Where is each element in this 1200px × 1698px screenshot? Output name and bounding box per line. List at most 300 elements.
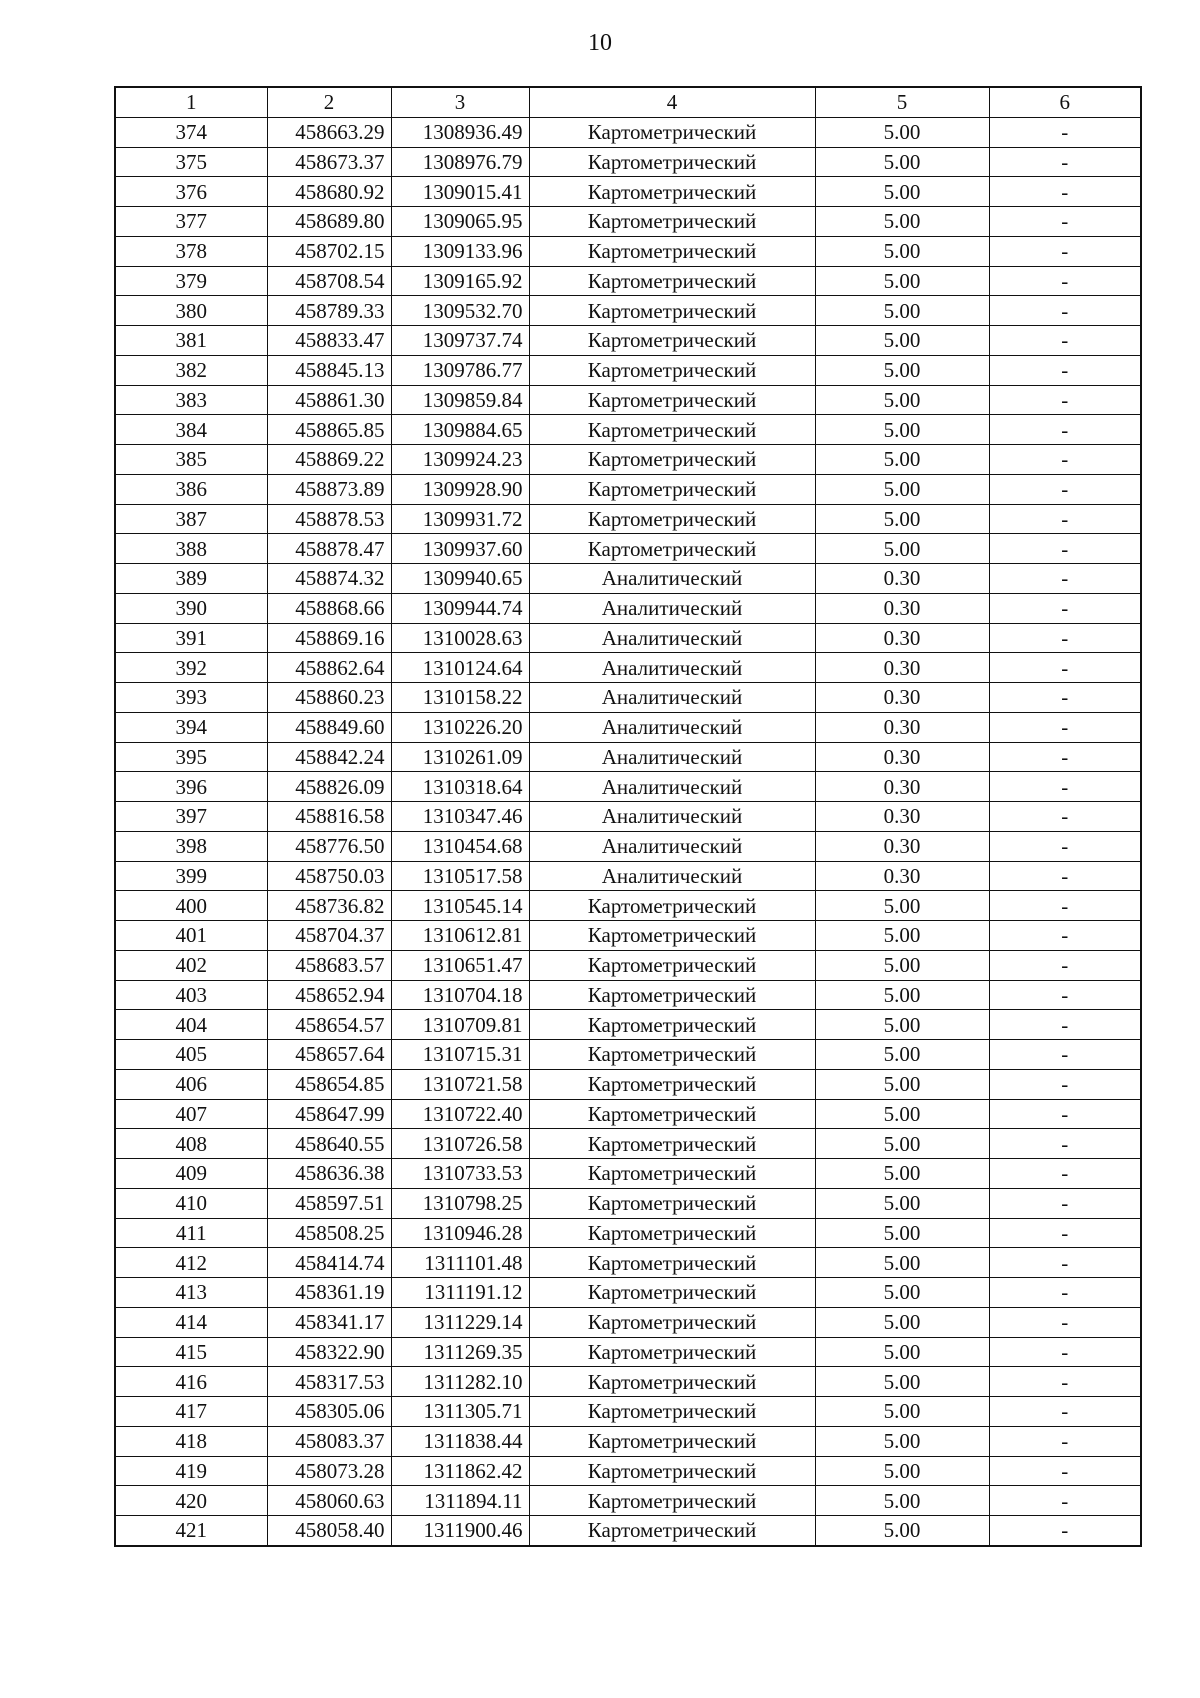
point-number-cell: 391 xyxy=(115,623,267,653)
method-cell: Картометрический xyxy=(529,1367,815,1397)
method-cell: Аналитический xyxy=(529,861,815,891)
point-number-cell: 389 xyxy=(115,564,267,594)
column-header: 2 xyxy=(267,87,391,117)
table-row xyxy=(115,1278,1141,1308)
method-cell: Картометрический xyxy=(529,474,815,504)
point-number-cell: 377 xyxy=(115,207,267,237)
description-cell: - xyxy=(989,326,1141,356)
x-coordinate-cell: 458647.99 xyxy=(267,1099,391,1129)
y-coordinate-cell: 1310709.81 xyxy=(391,1010,529,1040)
method-cell: Картометрический xyxy=(529,1129,815,1159)
table-row xyxy=(115,296,1141,326)
y-coordinate-cell: 1310124.64 xyxy=(391,653,529,683)
table-row xyxy=(115,653,1141,683)
point-number-cell: 379 xyxy=(115,266,267,296)
x-coordinate-cell: 458654.57 xyxy=(267,1010,391,1040)
coordinates-table xyxy=(114,86,1142,1547)
description-cell: - xyxy=(989,564,1141,594)
x-coordinate-cell: 458689.80 xyxy=(267,207,391,237)
x-coordinate-cell: 458869.16 xyxy=(267,623,391,653)
method-cell: Картометрический xyxy=(529,980,815,1010)
accuracy-cell: 5.00 xyxy=(815,266,989,296)
x-coordinate-cell: 458508.25 xyxy=(267,1218,391,1248)
y-coordinate-cell: 1309737.74 xyxy=(391,326,529,356)
accuracy-cell: 5.00 xyxy=(815,147,989,177)
x-coordinate-cell: 458868.66 xyxy=(267,593,391,623)
method-cell: Картометрический xyxy=(529,1159,815,1189)
accuracy-cell: 5.00 xyxy=(815,326,989,356)
table-row xyxy=(115,623,1141,653)
table-row xyxy=(115,1456,1141,1486)
table-row xyxy=(115,1486,1141,1516)
description-cell: - xyxy=(989,1516,1141,1546)
point-number-cell: 420 xyxy=(115,1486,267,1516)
accuracy-cell: 5.00 xyxy=(815,177,989,207)
point-number-cell: 414 xyxy=(115,1307,267,1337)
method-cell: Картометрический xyxy=(529,1248,815,1278)
table-row xyxy=(115,891,1141,921)
method-cell: Аналитический xyxy=(529,683,815,713)
table-row xyxy=(115,415,1141,445)
accuracy-cell: 5.00 xyxy=(815,1367,989,1397)
y-coordinate-cell: 1311900.46 xyxy=(391,1516,529,1546)
description-cell: - xyxy=(989,1456,1141,1486)
method-cell: Картометрический xyxy=(529,177,815,207)
point-number-cell: 394 xyxy=(115,712,267,742)
table-row xyxy=(115,772,1141,802)
point-number-cell: 410 xyxy=(115,1188,267,1218)
point-number-cell: 401 xyxy=(115,921,267,951)
table-row xyxy=(115,1248,1141,1278)
table-row xyxy=(115,742,1141,772)
method-cell: Картометрический xyxy=(529,1486,815,1516)
table-row xyxy=(115,1188,1141,1218)
method-cell: Картометрический xyxy=(529,385,815,415)
description-cell: - xyxy=(989,385,1141,415)
table-body xyxy=(115,117,1141,1546)
method-cell: Картометрический xyxy=(529,1456,815,1486)
point-number-cell: 409 xyxy=(115,1159,267,1189)
accuracy-cell: 0.30 xyxy=(815,623,989,653)
accuracy-cell: 5.00 xyxy=(815,504,989,534)
point-number-cell: 399 xyxy=(115,861,267,891)
point-number-cell: 388 xyxy=(115,534,267,564)
method-cell: Аналитический xyxy=(529,653,815,683)
description-cell: - xyxy=(989,802,1141,832)
y-coordinate-cell: 1310651.47 xyxy=(391,950,529,980)
y-coordinate-cell: 1310704.18 xyxy=(391,980,529,1010)
accuracy-cell: 5.00 xyxy=(815,1486,989,1516)
description-cell: - xyxy=(989,891,1141,921)
method-cell: Картометрический xyxy=(529,1099,815,1129)
x-coordinate-cell: 458862.64 xyxy=(267,653,391,683)
y-coordinate-cell: 1310946.28 xyxy=(391,1218,529,1248)
method-cell: Картометрический xyxy=(529,236,815,266)
table-row xyxy=(115,147,1141,177)
method-cell: Аналитический xyxy=(529,623,815,653)
description-cell: - xyxy=(989,355,1141,385)
point-number-cell: 380 xyxy=(115,296,267,326)
y-coordinate-cell: 1310798.25 xyxy=(391,1188,529,1218)
x-coordinate-cell: 458058.40 xyxy=(267,1516,391,1546)
description-cell: - xyxy=(989,772,1141,802)
column-header: 5 xyxy=(815,87,989,117)
x-coordinate-cell: 458861.30 xyxy=(267,385,391,415)
description-cell: - xyxy=(989,1159,1141,1189)
y-coordinate-cell: 1311862.42 xyxy=(391,1456,529,1486)
description-cell: - xyxy=(989,831,1141,861)
y-coordinate-cell: 1310028.63 xyxy=(391,623,529,653)
x-coordinate-cell: 458826.09 xyxy=(267,772,391,802)
method-cell: Картометрический xyxy=(529,296,815,326)
point-number-cell: 390 xyxy=(115,593,267,623)
x-coordinate-cell: 458680.92 xyxy=(267,177,391,207)
accuracy-cell: 5.00 xyxy=(815,1248,989,1278)
x-coordinate-cell: 458322.90 xyxy=(267,1337,391,1367)
x-coordinate-cell: 458636.38 xyxy=(267,1159,391,1189)
x-coordinate-cell: 458860.23 xyxy=(267,683,391,713)
x-coordinate-cell: 458083.37 xyxy=(267,1426,391,1456)
y-coordinate-cell: 1310158.22 xyxy=(391,683,529,713)
x-coordinate-cell: 458657.64 xyxy=(267,1040,391,1070)
table-row xyxy=(115,1129,1141,1159)
y-coordinate-cell: 1311191.12 xyxy=(391,1278,529,1308)
x-coordinate-cell: 458865.85 xyxy=(267,415,391,445)
table-row xyxy=(115,207,1141,237)
y-coordinate-cell: 1309884.65 xyxy=(391,415,529,445)
description-cell: - xyxy=(989,296,1141,326)
x-coordinate-cell: 458597.51 xyxy=(267,1188,391,1218)
method-cell: Аналитический xyxy=(529,593,815,623)
accuracy-cell: 0.30 xyxy=(815,802,989,832)
description-cell: - xyxy=(989,1188,1141,1218)
table-row xyxy=(115,534,1141,564)
y-coordinate-cell: 1311101.48 xyxy=(391,1248,529,1278)
table-row xyxy=(115,831,1141,861)
y-coordinate-cell: 1310722.40 xyxy=(391,1099,529,1129)
method-cell: Картометрический xyxy=(529,1218,815,1248)
accuracy-cell: 5.00 xyxy=(815,534,989,564)
table-row xyxy=(115,1426,1141,1456)
y-coordinate-cell: 1309937.60 xyxy=(391,534,529,564)
point-number-cell: 412 xyxy=(115,1248,267,1278)
accuracy-cell: 5.00 xyxy=(815,1069,989,1099)
description-cell: - xyxy=(989,177,1141,207)
method-cell: Аналитический xyxy=(529,802,815,832)
description-cell: - xyxy=(989,742,1141,772)
point-number-cell: 403 xyxy=(115,980,267,1010)
point-number-cell: 386 xyxy=(115,474,267,504)
y-coordinate-cell: 1309015.41 xyxy=(391,177,529,207)
point-number-cell: 419 xyxy=(115,1456,267,1486)
description-cell: - xyxy=(989,1337,1141,1367)
table-row xyxy=(115,593,1141,623)
accuracy-cell: 5.00 xyxy=(815,1307,989,1337)
table-row xyxy=(115,921,1141,951)
accuracy-cell: 5.00 xyxy=(815,415,989,445)
point-number-cell: 378 xyxy=(115,236,267,266)
description-cell: - xyxy=(989,1248,1141,1278)
y-coordinate-cell: 1309786.77 xyxy=(391,355,529,385)
table-row xyxy=(115,117,1141,147)
accuracy-cell: 5.00 xyxy=(815,1040,989,1070)
description-cell: - xyxy=(989,266,1141,296)
point-number-cell: 396 xyxy=(115,772,267,802)
y-coordinate-cell: 1309924.23 xyxy=(391,445,529,475)
method-cell: Картометрический xyxy=(529,1337,815,1367)
x-coordinate-cell: 458736.82 xyxy=(267,891,391,921)
x-coordinate-cell: 458702.15 xyxy=(267,236,391,266)
accuracy-cell: 5.00 xyxy=(815,207,989,237)
description-cell: - xyxy=(989,117,1141,147)
point-number-cell: 375 xyxy=(115,147,267,177)
table-row xyxy=(115,1099,1141,1129)
method-cell: Картометрический xyxy=(529,355,815,385)
table-row xyxy=(115,1159,1141,1189)
description-cell: - xyxy=(989,1040,1141,1070)
y-coordinate-cell: 1311229.14 xyxy=(391,1307,529,1337)
method-cell: Аналитический xyxy=(529,772,815,802)
point-number-cell: 413 xyxy=(115,1278,267,1308)
point-number-cell: 402 xyxy=(115,950,267,980)
accuracy-cell: 5.00 xyxy=(815,296,989,326)
point-number-cell: 405 xyxy=(115,1040,267,1070)
y-coordinate-cell: 1311305.71 xyxy=(391,1397,529,1427)
y-coordinate-cell: 1309065.95 xyxy=(391,207,529,237)
description-cell: - xyxy=(989,1367,1141,1397)
accuracy-cell: 0.30 xyxy=(815,831,989,861)
y-coordinate-cell: 1310517.58 xyxy=(391,861,529,891)
description-cell: - xyxy=(989,861,1141,891)
point-number-cell: 416 xyxy=(115,1367,267,1397)
accuracy-cell: 5.00 xyxy=(815,1188,989,1218)
description-cell: - xyxy=(989,712,1141,742)
table-row xyxy=(115,385,1141,415)
point-number-cell: 398 xyxy=(115,831,267,861)
accuracy-cell: 5.00 xyxy=(815,1516,989,1546)
y-coordinate-cell: 1310715.31 xyxy=(391,1040,529,1070)
x-coordinate-cell: 458673.37 xyxy=(267,147,391,177)
point-number-cell: 385 xyxy=(115,445,267,475)
point-number-cell: 374 xyxy=(115,117,267,147)
column-header: 3 xyxy=(391,87,529,117)
x-coordinate-cell: 458842.24 xyxy=(267,742,391,772)
point-number-cell: 404 xyxy=(115,1010,267,1040)
accuracy-cell: 0.30 xyxy=(815,861,989,891)
method-cell: Картометрический xyxy=(529,891,815,921)
table-row xyxy=(115,1307,1141,1337)
table-row xyxy=(115,474,1141,504)
y-coordinate-cell: 1308976.79 xyxy=(391,147,529,177)
accuracy-cell: 0.30 xyxy=(815,712,989,742)
method-cell: Картометрический xyxy=(529,326,815,356)
accuracy-cell: 0.30 xyxy=(815,742,989,772)
description-cell: - xyxy=(989,445,1141,475)
method-cell: Аналитический xyxy=(529,831,815,861)
column-header: 6 xyxy=(989,87,1141,117)
description-cell: - xyxy=(989,1069,1141,1099)
x-coordinate-cell: 458305.06 xyxy=(267,1397,391,1427)
y-coordinate-cell: 1309940.65 xyxy=(391,564,529,594)
y-coordinate-cell: 1311282.10 xyxy=(391,1367,529,1397)
accuracy-cell: 5.00 xyxy=(815,117,989,147)
table-row xyxy=(115,683,1141,713)
method-cell: Картометрический xyxy=(529,921,815,951)
description-cell: - xyxy=(989,207,1141,237)
point-number-cell: 408 xyxy=(115,1129,267,1159)
y-coordinate-cell: 1310721.58 xyxy=(391,1069,529,1099)
description-cell: - xyxy=(989,1010,1141,1040)
method-cell: Картометрический xyxy=(529,266,815,296)
x-coordinate-cell: 458869.22 xyxy=(267,445,391,475)
x-coordinate-cell: 458640.55 xyxy=(267,1129,391,1159)
description-cell: - xyxy=(989,623,1141,653)
point-number-cell: 395 xyxy=(115,742,267,772)
y-coordinate-cell: 1308936.49 xyxy=(391,117,529,147)
method-cell: Картометрический xyxy=(529,1307,815,1337)
method-cell: Картометрический xyxy=(529,1516,815,1546)
method-cell: Аналитический xyxy=(529,742,815,772)
table-row xyxy=(115,980,1141,1010)
description-cell: - xyxy=(989,1129,1141,1159)
point-number-cell: 392 xyxy=(115,653,267,683)
column-header: 4 xyxy=(529,87,815,117)
y-coordinate-cell: 1310454.68 xyxy=(391,831,529,861)
accuracy-cell: 5.00 xyxy=(815,1456,989,1486)
table-row xyxy=(115,1218,1141,1248)
x-coordinate-cell: 458878.47 xyxy=(267,534,391,564)
point-number-cell: 384 xyxy=(115,415,267,445)
accuracy-cell: 5.00 xyxy=(815,1278,989,1308)
table-row xyxy=(115,1397,1141,1427)
table-row xyxy=(115,1516,1141,1546)
table-row xyxy=(115,564,1141,594)
method-cell: Картометрический xyxy=(529,1010,815,1040)
description-cell: - xyxy=(989,1278,1141,1308)
method-cell: Картометрический xyxy=(529,117,815,147)
x-coordinate-cell: 458317.53 xyxy=(267,1367,391,1397)
description-cell: - xyxy=(989,1218,1141,1248)
point-number-cell: 387 xyxy=(115,504,267,534)
accuracy-cell: 5.00 xyxy=(815,1159,989,1189)
point-number-cell: 382 xyxy=(115,355,267,385)
description-cell: - xyxy=(989,1397,1141,1427)
method-cell: Картометрический xyxy=(529,1188,815,1218)
accuracy-cell: 5.00 xyxy=(815,980,989,1010)
table-row xyxy=(115,1337,1141,1367)
y-coordinate-cell: 1311894.11 xyxy=(391,1486,529,1516)
description-cell: - xyxy=(989,474,1141,504)
accuracy-cell: 5.00 xyxy=(815,355,989,385)
accuracy-cell: 5.00 xyxy=(815,1337,989,1367)
y-coordinate-cell: 1309133.96 xyxy=(391,236,529,266)
table-header-row xyxy=(115,87,1141,117)
table-row xyxy=(115,950,1141,980)
x-coordinate-cell: 458414.74 xyxy=(267,1248,391,1278)
accuracy-cell: 5.00 xyxy=(815,950,989,980)
table-row xyxy=(115,445,1141,475)
y-coordinate-cell: 1310226.20 xyxy=(391,712,529,742)
point-number-cell: 415 xyxy=(115,1337,267,1367)
accuracy-cell: 5.00 xyxy=(815,1426,989,1456)
table-row xyxy=(115,177,1141,207)
x-coordinate-cell: 458708.54 xyxy=(267,266,391,296)
table-row xyxy=(115,1040,1141,1070)
y-coordinate-cell: 1310545.14 xyxy=(391,891,529,921)
method-cell: Картометрический xyxy=(529,445,815,475)
x-coordinate-cell: 458874.32 xyxy=(267,564,391,594)
accuracy-cell: 0.30 xyxy=(815,593,989,623)
description-cell: - xyxy=(989,593,1141,623)
description-cell: - xyxy=(989,236,1141,266)
x-coordinate-cell: 458776.50 xyxy=(267,831,391,861)
x-coordinate-cell: 458833.47 xyxy=(267,326,391,356)
accuracy-cell: 0.30 xyxy=(815,772,989,802)
accuracy-cell: 5.00 xyxy=(815,1099,989,1129)
table-row xyxy=(115,861,1141,891)
x-coordinate-cell: 458361.19 xyxy=(267,1278,391,1308)
method-cell: Картометрический xyxy=(529,1397,815,1427)
method-cell: Аналитический xyxy=(529,564,815,594)
point-number-cell: 400 xyxy=(115,891,267,921)
accuracy-cell: 0.30 xyxy=(815,683,989,713)
x-coordinate-cell: 458683.57 xyxy=(267,950,391,980)
description-cell: - xyxy=(989,534,1141,564)
accuracy-cell: 5.00 xyxy=(815,1129,989,1159)
point-number-cell: 418 xyxy=(115,1426,267,1456)
method-cell: Картометрический xyxy=(529,534,815,564)
table-row xyxy=(115,326,1141,356)
description-cell: - xyxy=(989,950,1141,980)
table-row xyxy=(115,802,1141,832)
table-row xyxy=(115,1069,1141,1099)
accuracy-cell: 0.30 xyxy=(815,653,989,683)
y-coordinate-cell: 1310347.46 xyxy=(391,802,529,832)
x-coordinate-cell: 458073.28 xyxy=(267,1456,391,1486)
method-cell: Картометрический xyxy=(529,207,815,237)
description-cell: - xyxy=(989,980,1141,1010)
x-coordinate-cell: 458060.63 xyxy=(267,1486,391,1516)
y-coordinate-cell: 1309165.92 xyxy=(391,266,529,296)
y-coordinate-cell: 1309928.90 xyxy=(391,474,529,504)
point-number-cell: 397 xyxy=(115,802,267,832)
x-coordinate-cell: 458750.03 xyxy=(267,861,391,891)
y-coordinate-cell: 1310726.58 xyxy=(391,1129,529,1159)
x-coordinate-cell: 458789.33 xyxy=(267,296,391,326)
x-coordinate-cell: 458652.94 xyxy=(267,980,391,1010)
x-coordinate-cell: 458654.85 xyxy=(267,1069,391,1099)
method-cell: Картометрический xyxy=(529,147,815,177)
method-cell: Картометрический xyxy=(529,1069,815,1099)
description-cell: - xyxy=(989,1099,1141,1129)
method-cell: Аналитический xyxy=(529,712,815,742)
description-cell: - xyxy=(989,683,1141,713)
point-number-cell: 411 xyxy=(115,1218,267,1248)
x-coordinate-cell: 458873.89 xyxy=(267,474,391,504)
table-row xyxy=(115,1367,1141,1397)
column-header: 1 xyxy=(115,87,267,117)
description-cell: - xyxy=(989,1307,1141,1337)
description-cell: - xyxy=(989,921,1141,951)
page-number: 10 xyxy=(588,30,612,56)
table-row xyxy=(115,355,1141,385)
y-coordinate-cell: 1310612.81 xyxy=(391,921,529,951)
table-row xyxy=(115,712,1141,742)
accuracy-cell: 5.00 xyxy=(815,236,989,266)
description-cell: - xyxy=(989,504,1141,534)
description-cell: - xyxy=(989,415,1141,445)
accuracy-cell: 5.00 xyxy=(815,1218,989,1248)
